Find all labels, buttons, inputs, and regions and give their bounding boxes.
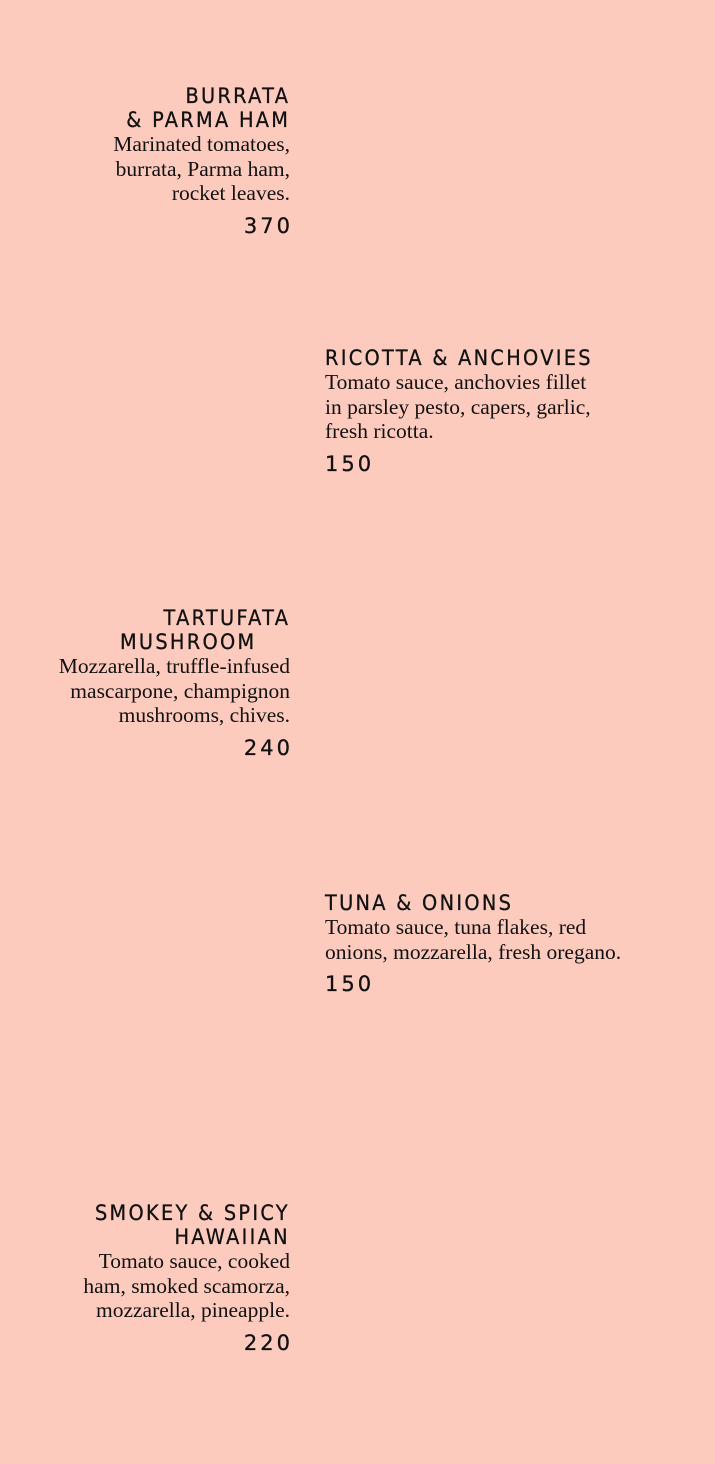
menu-item-price: 240	[243, 735, 293, 760]
menu-item-description: Tomato sauce, cooked ham, smoked scamorza, mozzarella, pineapple.	[83, 1249, 290, 1322]
menu-item-title: BURRATA & PARMA HAM	[125, 84, 290, 132]
menu-item-burrata-parma-ham	[112, 84, 293, 238]
menu-item-title: TUNA & ONIONS	[325, 891, 514, 915]
menu-item-smokey-spicy-hawaiian	[78, 1201, 293, 1355]
menu-item-title: SMOKEY & SPICY HAWAIIAN	[95, 1201, 290, 1249]
menu-item-title: RICOTTA & ANCHOVIES	[325, 346, 593, 370]
menu-item-price: 220	[243, 1330, 293, 1355]
menu-item-description: Marinated tomatoes, burrata, Parma ham, rocket leaves.	[113, 132, 290, 205]
menu-item-price: 150	[325, 451, 375, 476]
menu-item-description: Tomato sauce, tuna flakes, red onions, mozzarella, fresh oregano.	[325, 915, 622, 964]
menu-item-description: Mozzarella, truffle-infused mascarpone, champignon mushrooms, chives.	[58, 654, 290, 727]
menu-item-ricotta-anchovies	[325, 346, 616, 476]
menu-item-price: 150	[325, 972, 375, 996]
menu-item-description: Tomato sauce, anchovies fillet in parsley pesto, capers, garlic, fresh ricotta.	[325, 370, 591, 443]
menu-item-title: TARTUFATA MUSHROOM	[119, 606, 290, 654]
menu-item-price: 370	[243, 213, 293, 238]
menu-item-tuna-onions	[325, 891, 621, 996]
menu-item-tartufata-mushroom	[58, 606, 293, 760]
